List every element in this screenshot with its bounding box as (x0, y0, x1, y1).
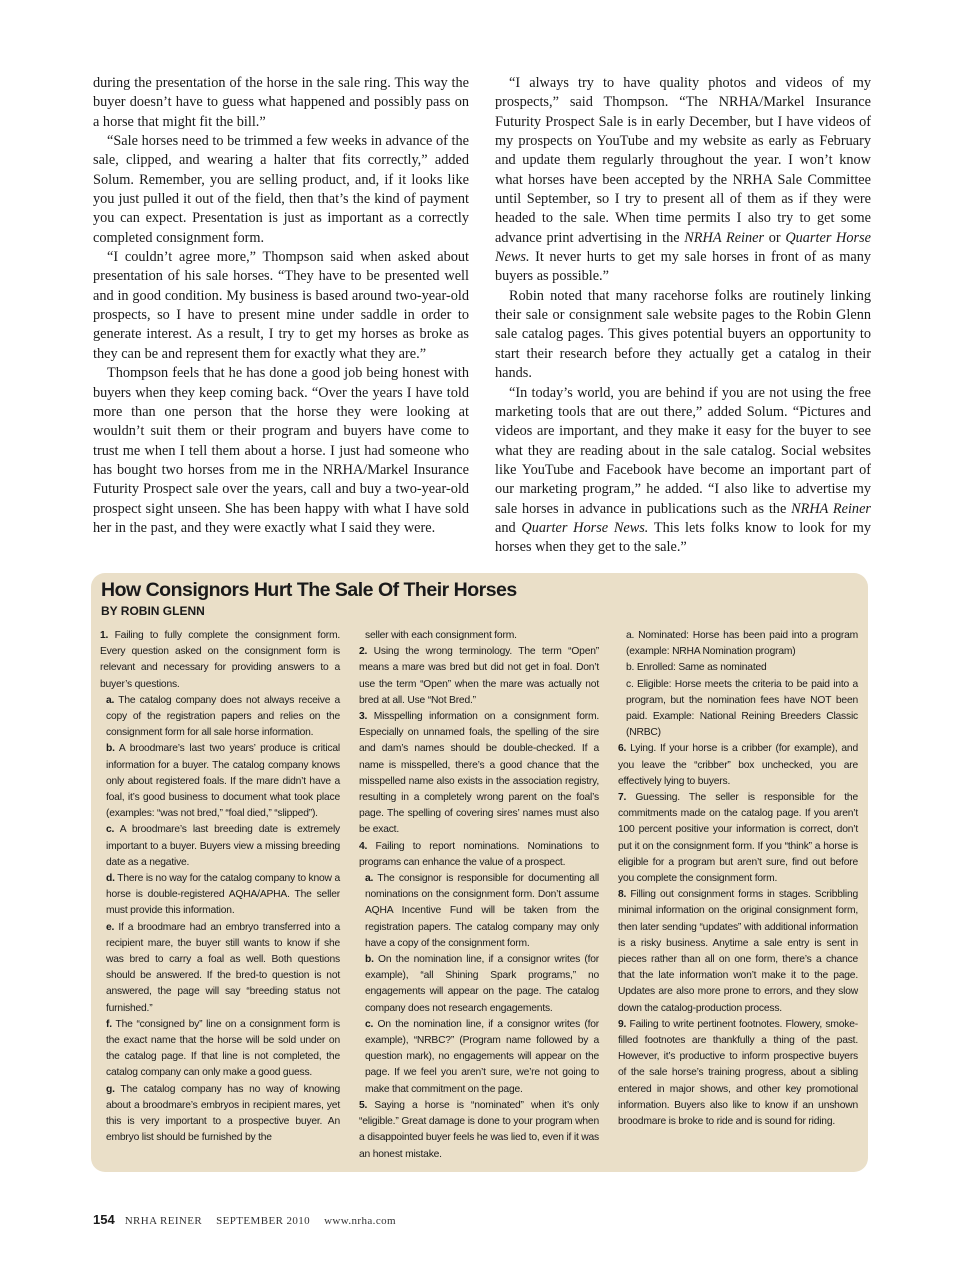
article-paragraph: “I couldn’t agree more,” Thompson said when asked about presentation of his sale horses. “They have to be presented well and in good condition. My business is based around two-year-old prospects, so I have to present mine under saddle in order to generate interest. As a result, I try to get my horses as broke as they can be and represent them for exactly what they are.” (93, 249, 469, 362)
list-item: b. On the nomination line, if a consignor writes (for example), “all Shining Spark programs,” no engagements will appear on the page. The catalog company does not research engagements. (365, 954, 599, 1014)
list-item: a. Nominated: Horse has been paid into a program (example: NRHA Nomination program) (626, 630, 858, 658)
list-item: 1. Failing to fully complete the consignment form. Every question asked on the consignment form is relevant and necessary for providing answers to a buyer’s questions. (100, 630, 340, 690)
list-item: 7. Guessing. The seller is responsible for the commitments made on the catalog page. If you aren’t 100 percent positive your information is correct, don’t put it on the consignment form. If you “think” a horse is eligible for a program but aren’t sure, find out before you complete the consignment form. (618, 792, 858, 885)
list-item: b. A broodmare’s last two years’ produce is critical information for a buyer. The catalog company knows only about registered foals. If the mare didn’t have a foal, it’s good business to document what took place (examples: “was not bred,” “foal died,” “slipped”). (106, 743, 340, 820)
sidebar-column-3 (618, 628, 858, 1130)
article-column-left (93, 74, 469, 538)
article-paragraph: “I always try to have quality photos and videos of my prospects,” said Thompson. “The NRHA/Markel Insurance Futurity Prospect Sale is in early December, but I have videos of my prospects on YouTube and my website as early as February and update them regularly throughout the year. I won’t know what horses have been accepted by the NRHA Sale Committee until September, so I try to present all of them as if they were headed to the sale. When time permits I also try to get some advance print advertising in the NRHA Reiner or Quarter Horse News. It never hurts to get my sale horses in front of as many buyers as possible.” (495, 75, 871, 285)
list-item: 5. Saying a horse is “nominated” when it’s only “eligible.” Great damage is done to your program when a disappointed buyer feels he was lied to, even if it was an honest mistake. (359, 1099, 599, 1160)
issue-date: SEPTEMBER 2010 (216, 1215, 311, 1227)
article-paragraph: Robin noted that many racehorse folks are routinely linking their sale or consignment sale website pages to the Robin Glenn sale catalog pages. This gives potential buyers an opportunity to start their research before they actually get a catalog in their hands. (495, 287, 871, 382)
list-item: a. The consignor is responsible for documenting all nominations on the consignment form. Don’t assume AQHA Incentive Fund will be taken from the registration papers. The catalog company may only have a copy of the consignment form. (365, 873, 599, 949)
list-item: 4. Failing to report nominations. Nominations to programs can enhance the value of a prospect. (359, 840, 599, 868)
magazine-title: Quarter Horse News. (521, 519, 649, 536)
list-item: g. The catalog company has no way of knowing about a broodmare’s embryos in recipient mares, yet this is very important to a prospective buyer. An embryo list should be furnished by the (106, 1083, 340, 1144)
list-item: 2. Using the wrong terminology. The term “Open” means a mare was bred but did not get in foal. Don’t use the term “Open” when the mare was actually not bred at all. Use “Not Bred.” (359, 646, 599, 706)
magazine-title: NRHA Reiner (791, 500, 871, 517)
list-item: 8. Filling out consignment forms in stages. Scribbling minimal information on the original consignment form, then later sending “updates” with additional information is a risky business. Anytime a sale entry is sent in pieces rather than all on one form, there’s a chance that the late information won’t make it to the page. Updates are also more prone to errors, and they slow down the catalog-production process. (618, 889, 858, 1014)
list-item: c. A broodmare’s last breeding date is extremely important to a buyer. Buyers view a missing breeding date as a negative. (106, 824, 340, 868)
list-item: 9. Failing to write pertinent footnotes. Flowery, smoke-filled footnotes are thankfully a thing of the past. However, it’s productive to inform prospective buyers of the sale horse’s training progress, about a sibling entered in major shows, and other key promotional information. Buyers also like to know if an unshown broodmare is broke to ride and is sound for riding. (618, 1018, 858, 1128)
page-footer (93, 1212, 396, 1227)
publication-name: NRHA REINER (124, 1215, 203, 1227)
magazine-title: Quarter Horse News. (495, 229, 871, 266)
list-item: f. The “consigned by” line on a consignment form is the exact name that the horse will be sold under on the catalog page. If that line is not completed, the catalog company can only make a good guess. (106, 1018, 340, 1079)
sidebar-column-1 (100, 628, 340, 1147)
list-item: c. Eligible: Horse meets the criteria to be paid into a program, but the nomination fees have NOT been paid. Example: National Reining Breeders Classic (NRBC) (626, 678, 858, 739)
sidebar-title: How Consignors Hurt The Sale Of Their Horses (101, 579, 517, 601)
article-column-right (495, 74, 871, 558)
sidebar-byline: BY ROBIN GLENN (101, 604, 205, 618)
list-item: d. There is no way for the catalog company to know a horse is double-registered AQHA/APHA. The seller must provide this information. (106, 873, 340, 917)
list-item: 6. Lying. If your horse is a cribber (for example), and you leave the “cribber” box unchecked, you are effectively lying to buyers. (618, 743, 858, 787)
list-item: a. The catalog company does not always receive a copy of the registration papers and relies on the consignment form for all sale horse information. (106, 694, 340, 739)
website-link[interactable]: www.nrha.com (324, 1215, 396, 1227)
list-item: b. Enrolled: Same as nominated (626, 662, 767, 674)
list-item: c. On the nomination line, if a consignor writes (for example), “NRBC?” (Program name followed by a question mark), no engagements will appear on the page. If we feel you aren’t sure, we’re not going to make that commitment on the page. (365, 1018, 599, 1095)
page-number: 154 (93, 1212, 115, 1227)
article-paragraph: “In today’s world, you are behind if you are not using the free marketing tools that are out there,” added Solum. “Pictures and videos are important, and they make it easy for the buyer to see what they are reading about in the sale catalog. Social websites like YouTube and Facebook have become an important part of our marketing program,” he added. “I also like to advertise my sale horses in advance in publications such as the NRHA Reiner and Quarter Horse News. This lets folks know to look for my horses when they get to the sale.” (495, 384, 872, 556)
list-item: seller with each consignment form. (365, 630, 517, 641)
article-paragraph: during the presentation of the horse in the sale ring. This way the buyer doesn’t have to guess what happened and possibly pass on a horse that might fit the bill.” (93, 75, 469, 130)
sidebar-column-2 (359, 628, 599, 1163)
list-item: 3. Misspelling information on a consignment form. Especially on unnamed foals, the spelling of the sire and dam’s names should be double-checked. If a name is misspelled, there’s a good chance that the misspelled name also exists in the association registry, resulting in a completely wrong parent on the foal’s page. The spelling of covering sires’ names must also be exact. (359, 711, 599, 836)
magazine-title: NRHA Reiner (684, 229, 765, 246)
article-paragraph: Thompson feels that he has done a good job being honest with buyers when they keep coming back. “Over the years I have told more than one person that the horse they were looking at wouldn’t suit them or their program and buyers have come to trust me when I tell them about a horse. I just had someone who has bought two horses from me in the NRHA/Markel Insurance Futurity Prospect sale over the years, call and buy a two-year-old prospect sight unseen. She has been happy with what I have sold her in the past, and they were exactly what I said they were. (93, 365, 469, 536)
list-item: e. If a broodmare had an embryo transferred into a recipient mare, the buyer still wants to know if she was bred to carry a foal as well. Both questions should be answered. If the bred-to question is not answered, the page will say “breeding status not furnished.” (106, 921, 340, 1014)
article-paragraph: “Sale horses need to be trimmed a few weeks in advance of the sale, clipped, and wearing a halter that fits correctly,” added Solum. Remember, you are selling product, and, if it looks like you just pulled it out of the field, then that’s the kind of payment you can expect. Presentation is just as important as a correctly completed consignment form. (93, 133, 469, 246)
sidebar-box (91, 573, 868, 1172)
